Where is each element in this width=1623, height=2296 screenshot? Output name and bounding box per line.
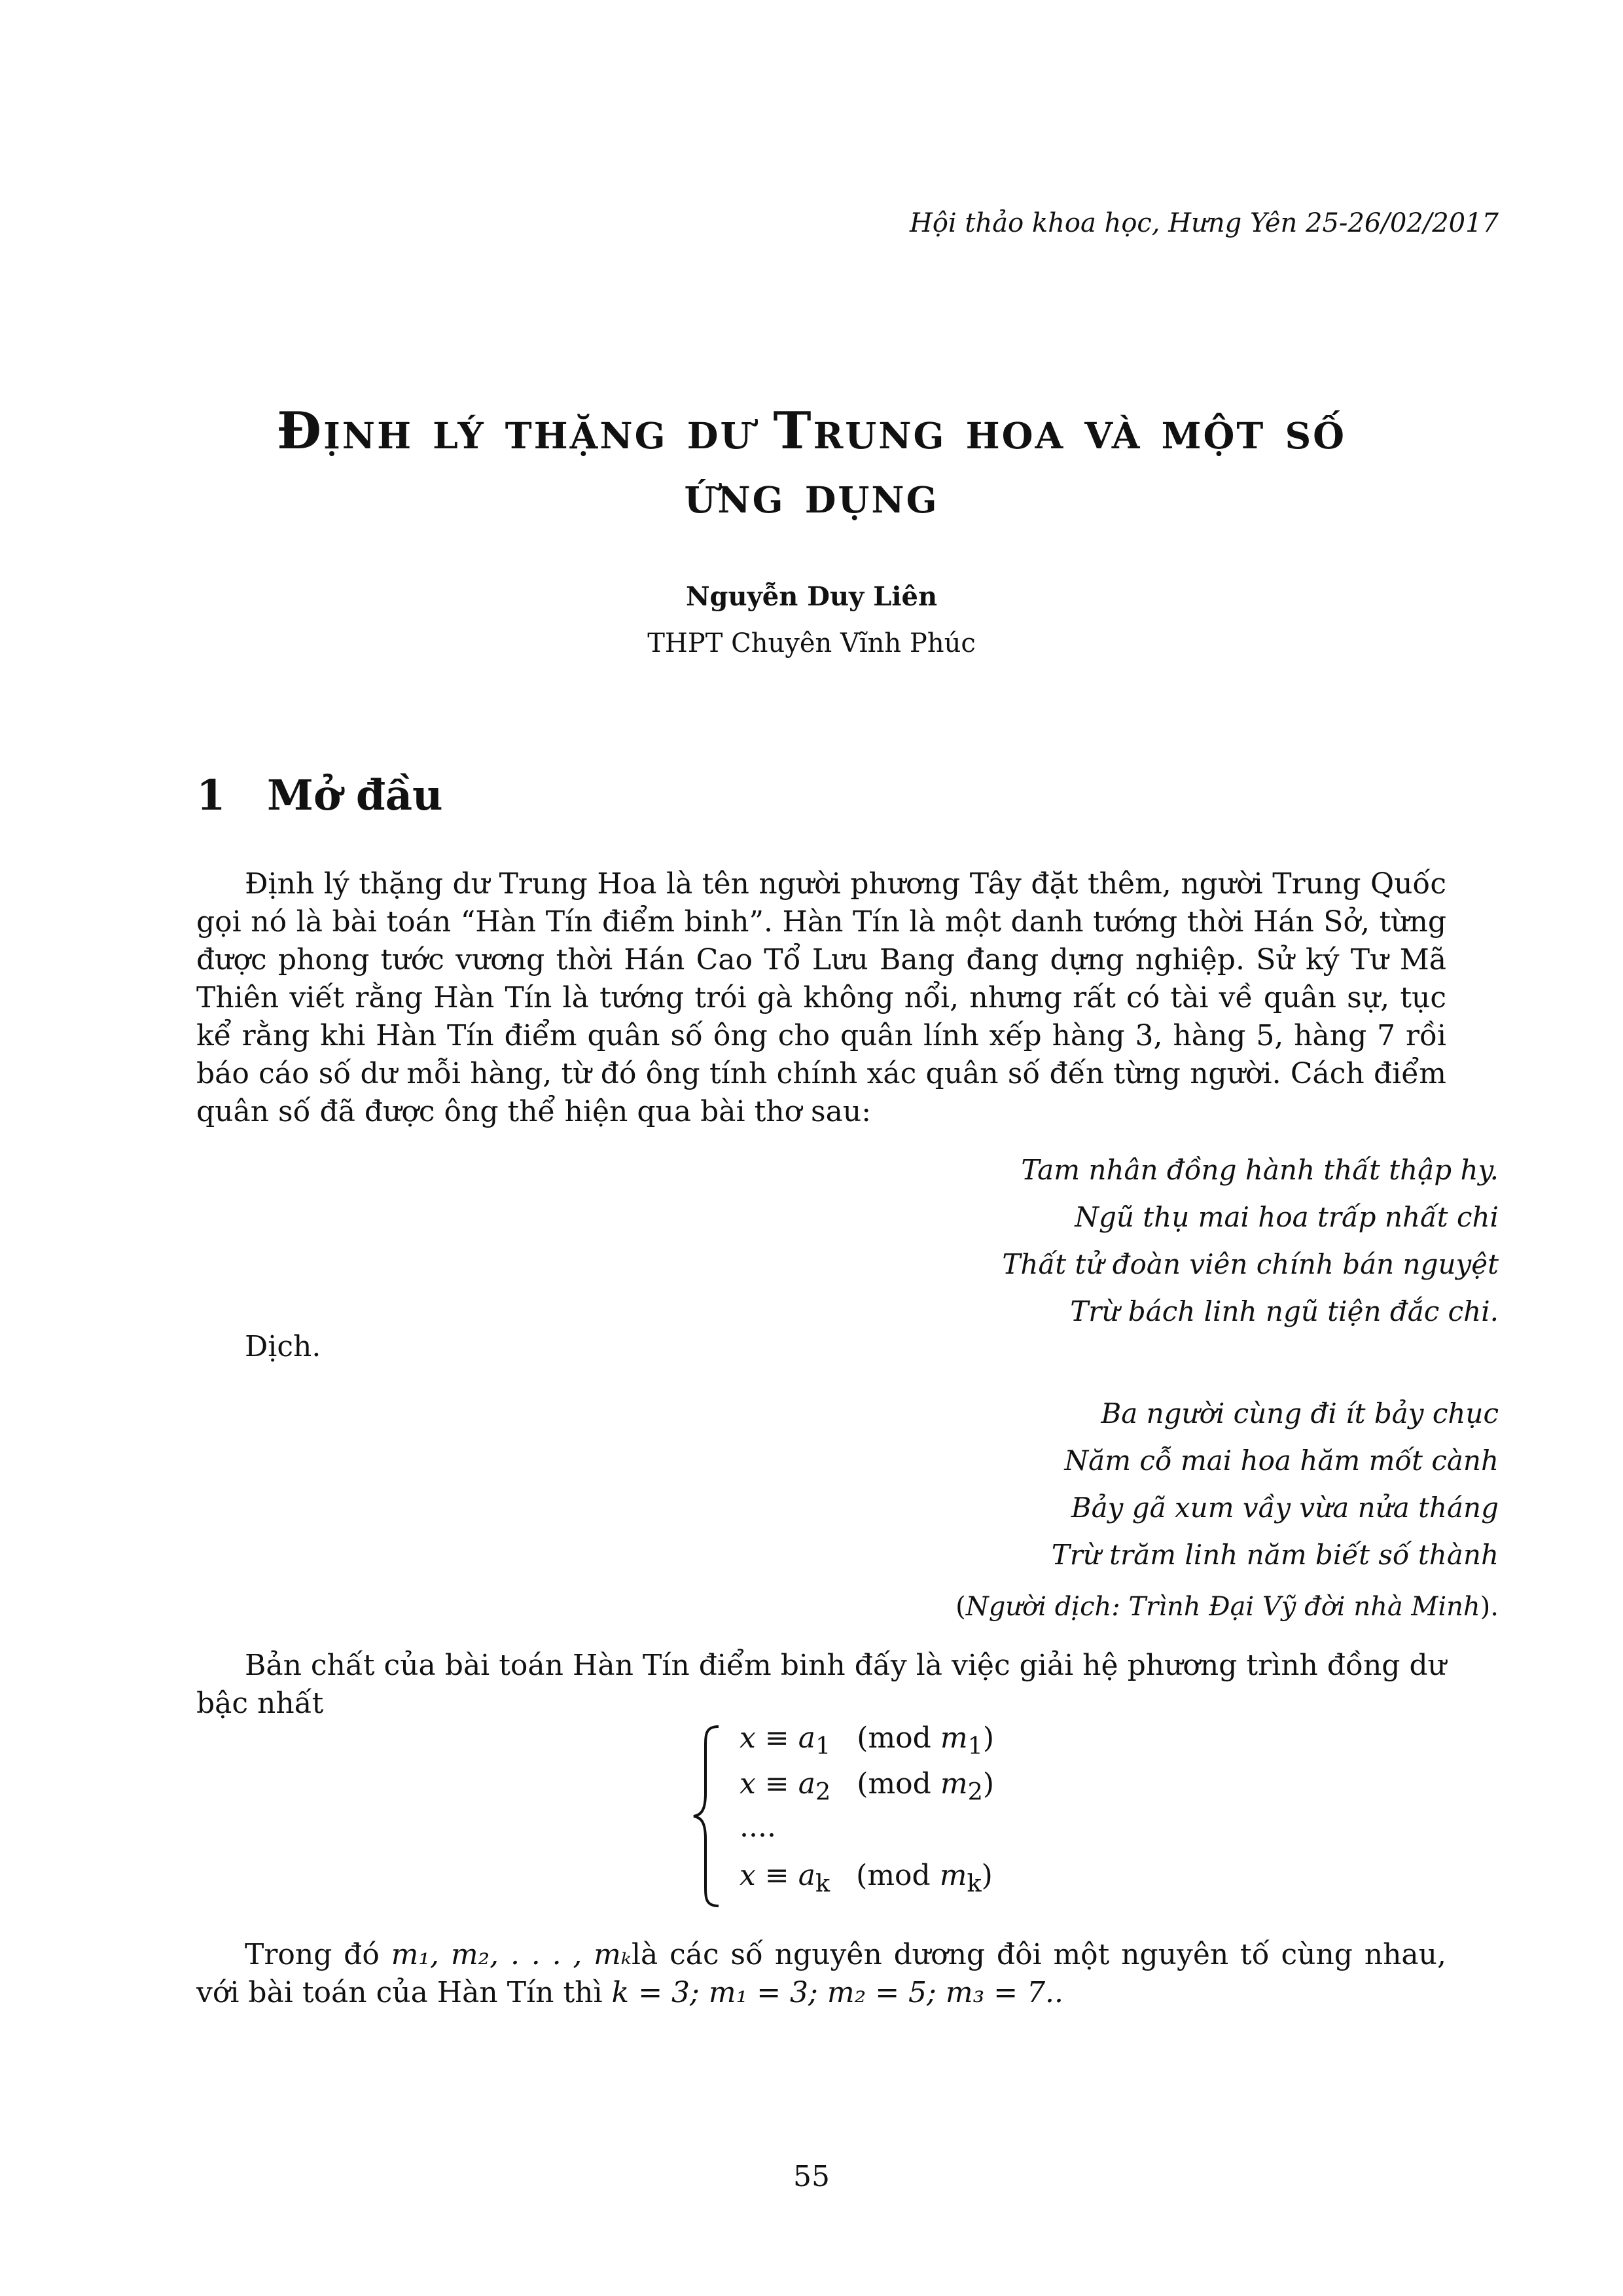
- han-tin-values: k = 3; m₁ = 3; m₂ = 5; m₃ = 7..: [611, 1976, 1064, 2009]
- modulus-list: m₁, m₂, . . . , mₖ: [391, 1938, 632, 1971]
- author-affiliation: THPT Chuyên Vĩnh Phúc: [647, 628, 976, 658]
- poem-line: Tam nhân đồng hành thất thập hy.: [1021, 1154, 1499, 1186]
- poem-line: Năm cỗ mai hoa hăm mốt cành: [1064, 1444, 1499, 1477]
- closing-paragraph: [196, 1936, 1446, 2012]
- system-row-1: $x \equiv a_1$ (mod $m_1$): [740, 1721, 995, 1760]
- section-heading: [196, 771, 443, 820]
- poem-line: Bảy gã xum vầy vừa nửa tháng: [1071, 1492, 1499, 1524]
- section-title: Mở đầu: [267, 771, 443, 820]
- credit-text: Người dịch: Trình Đại Vỹ đời nhà Minh: [965, 1592, 1480, 1622]
- credit-open: (: [955, 1592, 966, 1622]
- left-brace: [687, 1721, 726, 1911]
- translator-credit: [955, 1592, 1499, 1622]
- closing-text: Trong đó m₁, m₂, . . . , mₖlà các số nguyên dương đôi một nguyên tố cùng nhau, với bài toán của Hàn Tín thì k = 3; m₁ = 3; m₂ = 5; m₃ = 7..: [196, 1938, 1446, 2009]
- poem-original: [844, 1147, 1499, 1335]
- intro-text: Định lý thặng dư Trung Hoa là tên người phương Tây đặt thêm, người Trung Quốc gọi nó là bài toán “Hàn Tín điểm binh”. Hàn Tín là một danh tướng thời Hán Sở, từng được phong tước vương thời Hán Cao Tổ Lưu Bang đang dựng nghiệp. Sử ký Tư Mã Thiên viết rằng Hàn Tín là tướng trói gà không nổi, nhưng rất có tài về quân sự, tục kể rằng khi Hàn Tín điểm quân số ông cho quân lính xếp hàng 3, hàng 5, hàng 7 rồi báo cáo số dư mỗi hàng, từ đó ông tính chính xác quân số đến từng người. Cách điểm quân số đã được ông thể hiện qua bài thơ sau:: [196, 867, 1446, 1128]
- credit-close: ).: [1480, 1592, 1499, 1622]
- page-number: 55: [793, 2160, 830, 2193]
- system-row-k: $x \equiv a_k$ (mod $m_k$): [740, 1859, 993, 1897]
- poem-line: Trừ bách linh ngũ tiện đắc chi.: [1070, 1295, 1499, 1327]
- system-dots: ....: [740, 1810, 776, 1844]
- poem-line: Ngũ thụ mai hoa trấp nhất chi: [1075, 1201, 1499, 1233]
- running-head: Hội thảo khoa học, Hưng Yên 25-26/02/2017: [909, 208, 1499, 238]
- paper-title-line-2: ứng dụng: [684, 465, 939, 525]
- essence-paragraph: [196, 1647, 1446, 1723]
- poem-line: Trừ trăm linh năm biết số thành: [1051, 1539, 1499, 1571]
- author-name: Nguyễn Duy Liên: [685, 581, 938, 612]
- section-number: 1: [196, 771, 226, 820]
- essence-text: Bản chất của bài toán Hàn Tín điểm binh đấy là việc giải hệ phương trình đồng dư bậc nhất: [196, 1649, 1446, 1720]
- paper-title-line-1: Định lý thặng dư Trung hoa và một số: [276, 401, 1347, 461]
- poem-line: Ba người cùng đi ít bảy chục: [1101, 1397, 1499, 1429]
- system-row-2: $x \equiv a_2$ (mod $m_2$): [740, 1767, 995, 1806]
- poem-line: Thất tử đoàn viên chính bán nguyệt: [1002, 1248, 1499, 1280]
- translation-label: Dịch.: [245, 1330, 321, 1363]
- poem-translation: [844, 1390, 1499, 1579]
- intro-paragraph: [196, 865, 1446, 1131]
